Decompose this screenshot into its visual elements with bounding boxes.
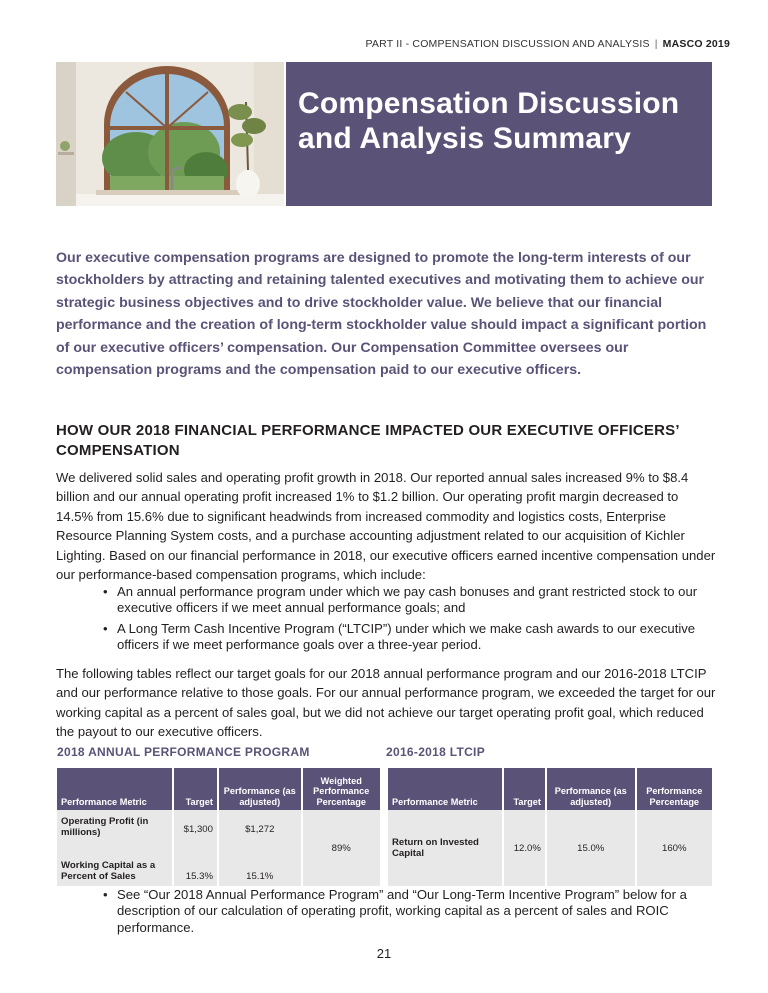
ltcip-header-percentage: Performance Percentage — [637, 768, 712, 810]
bullet-marker: • — [103, 621, 108, 636]
table-row — [57, 810, 380, 848]
annual-performance-1: $1,272 — [219, 810, 301, 848]
ltcip-performance-1: 15.0% — [547, 810, 635, 886]
footnote-bullet — [103, 887, 715, 936]
annual-table-title: 2018 ANNUAL PERFORMANCE PROGRAM — [57, 745, 310, 759]
ltcip-percentage-1: 160% — [637, 810, 712, 886]
bullet-text: An annual performance program under which we pay cash bonuses and grant restricted stock to our executive officers if we meet annual performance goals; and — [117, 584, 698, 616]
annual-target-2: 15.3% — [174, 848, 217, 886]
ltcip-table-title: 2016-2018 LTCIP — [386, 745, 485, 759]
page-title: Compensation Discussion and Analysis Summary — [298, 87, 680, 155]
annual-header-metric: Performance Metric — [57, 768, 172, 810]
annual-performance-2: 15.1% — [219, 848, 301, 886]
annual-performance-table — [55, 768, 382, 886]
bullet-marker: • — [103, 887, 108, 902]
ltcip-header-performance: Performance (as adjusted) — [547, 768, 635, 810]
bullet-text: A Long Term Cash Incentive Program (“LTCIP”) under which we make cash awards to our executive officers if we meet performance goals over a three-year period. — [117, 621, 696, 653]
window-illustration — [56, 62, 284, 206]
title-banner — [286, 62, 712, 206]
bullet-item-2 — [103, 621, 715, 654]
header-separator: | — [654, 38, 658, 50]
annual-target-1: $1,300 — [174, 810, 217, 848]
bullet-item-1 — [103, 584, 715, 617]
annual-header-performance: Performance (as adjusted) — [219, 768, 301, 810]
section-heading: HOW OUR 2018 FINANCIAL PERFORMANCE IMPACTED OUR EXECUTIVE OFFICERS’ COMPENSATION — [56, 422, 679, 459]
annual-header-target: Target — [174, 768, 217, 810]
ltcip-header-metric: Performance Metric — [388, 768, 502, 810]
intro-paragraph: Our executive compensation programs are designed to promote the long-term interests of our stockholders by attracting and retaining talented executives and motivating them to achieve our strategic business objectives and to drive stockholder value. We believe that our financial performance and the creation of long-term stockholder value should impact a significant portion of our executive officers’ compensation. Our Compensation Committee oversees our compensation programs and the compensation paid to our executive officers. — [56, 250, 707, 379]
bullet-marker: • — [103, 584, 108, 599]
ltcip-table — [386, 768, 714, 886]
header-brand: MASCO 2019 — [662, 38, 730, 50]
window-photo — [56, 62, 284, 206]
ltcip-target-1: 12.0% — [504, 810, 545, 886]
ltcip-header-target: Target — [504, 768, 545, 810]
annual-weighted-percentage: 89% — [303, 810, 381, 886]
annual-metric-2: Working Capital as a Percent of Sales — [57, 848, 172, 886]
header-section: PART II - COMPENSATION DISCUSSION AND ANALYSIS — [365, 38, 650, 50]
body-paragraph-1: We delivered solid sales and operating profit growth in 2018. Our reported annual sales increased 9% to $8.4 billion and our annual operating profit increased 1% to $1.2 billion. Our operating profit margin decreased to 14.5% from 15.6% due to significant headwinds from increased commodity and logistics costs, Enterprise Resource Planning System costs, and a purchase accounting adjustment related to our acquisition of Kichler Lighting. Based on our financial performance in 2018, our executive officers earned incentive compensation under our performance-based compensation programs, which include: — [56, 470, 716, 583]
running-header — [365, 38, 730, 50]
ltcip-metric-1: Return on Invested Capital — [388, 810, 502, 886]
body-paragraph-2: The following tables reflect our target goals for our 2018 annual performance program and our 2016-2018 LTCIP and our performance relative to those goals. For our annual performance program, we exceeded the target for our working capital as a percent of sales goal, but we did not achieve our target operating profit goal, which reduced the payout to our executive officers. — [56, 666, 716, 740]
annual-metric-1: Operating Profit (in millions) — [57, 810, 172, 848]
footnote-text: See “Our 2018 Annual Performance Program” and “Our Long-Term Incentive Program” below for a description of our calculation of operating profit, working capital as a percent of sales and ROIC performance. — [117, 887, 687, 935]
table-row — [388, 810, 712, 886]
page-number: 21 — [376, 946, 392, 961]
annual-header-weighted: Weighted Performance Percentage — [303, 768, 381, 810]
